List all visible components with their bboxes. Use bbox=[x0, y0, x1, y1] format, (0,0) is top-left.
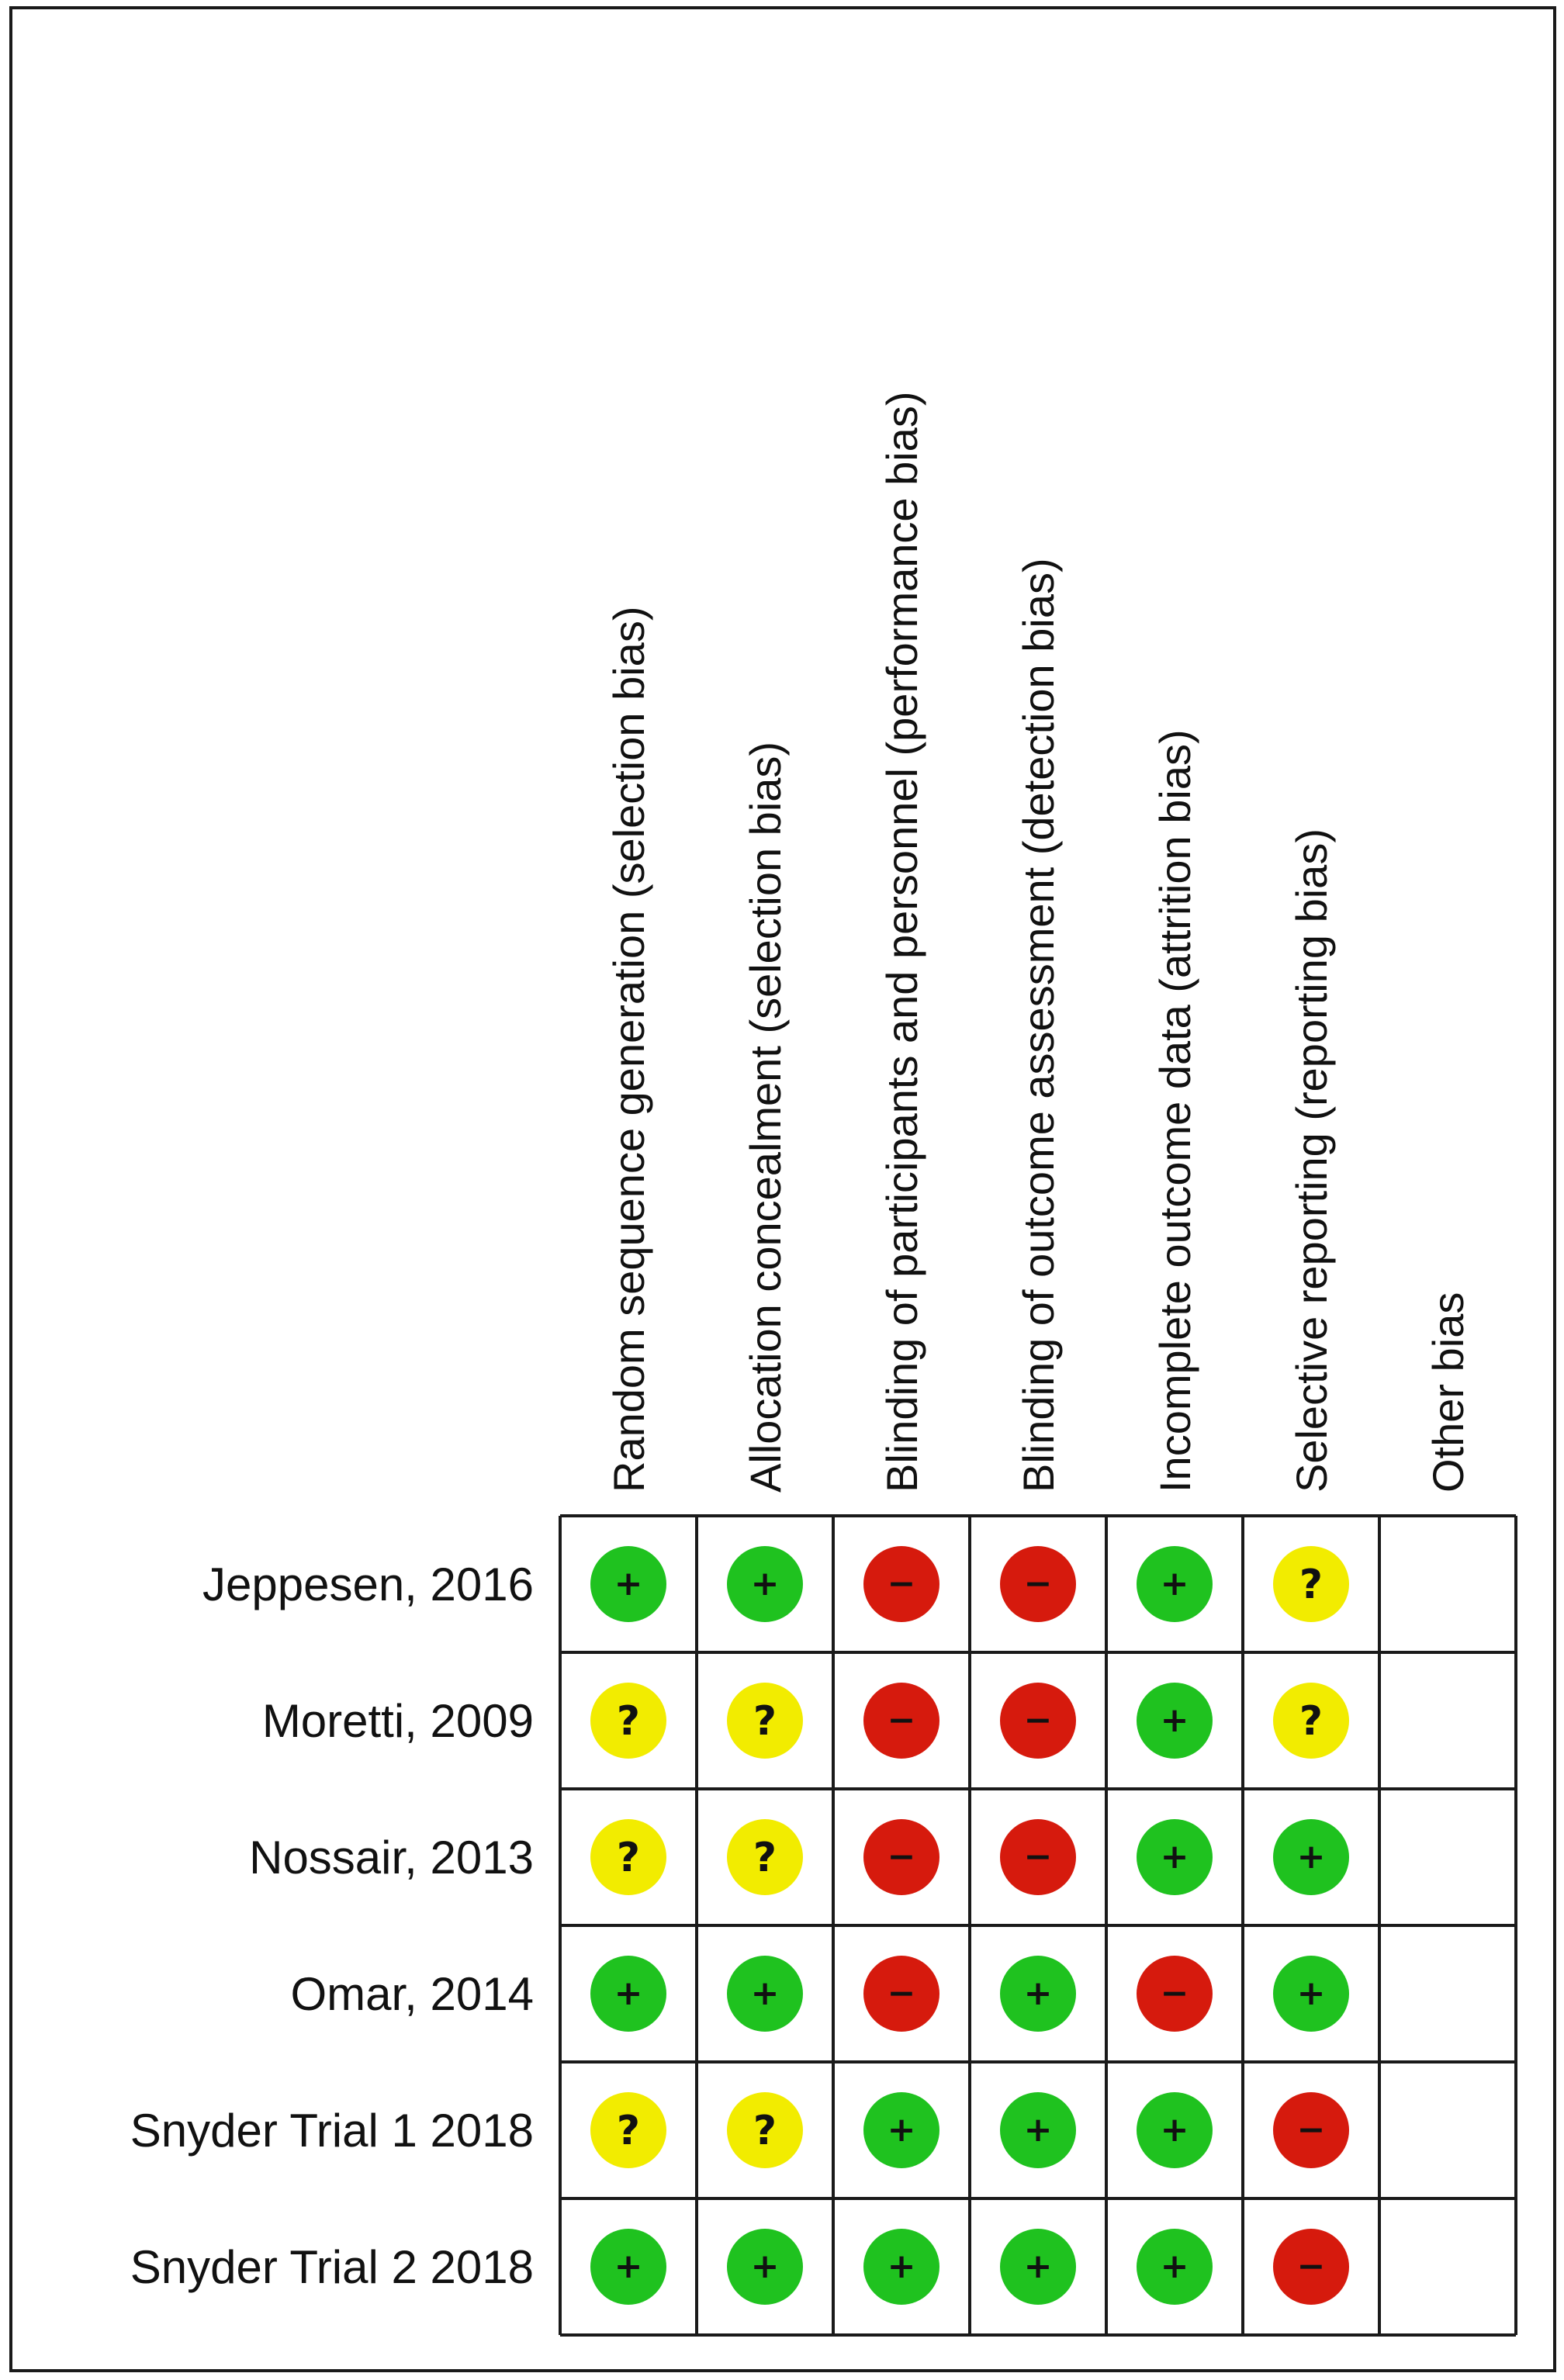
judgement-symbol: + bbox=[1296, 1974, 1326, 2013]
row-label-jeppesen-2016: Jeppesen, 2016 bbox=[202, 1558, 534, 1610]
judgement-high-jeppesen-2016-col-3 bbox=[863, 1546, 939, 1622]
judgement-symbol: ? bbox=[616, 1698, 641, 1745]
judgement-symbol: − bbox=[1160, 1974, 1189, 2013]
judgement-low-snyder-trial-2-2018-col-2 bbox=[727, 2229, 803, 2305]
judgement-low-snyder-trial-1-2018-col-3 bbox=[863, 2092, 939, 2168]
judgement-high-snyder-trial-2-2018-col-6 bbox=[1273, 2229, 1349, 2305]
judgement-symbol: + bbox=[887, 2110, 916, 2150]
judgement-symbol: + bbox=[1023, 1974, 1053, 2013]
judgement-symbol: + bbox=[1160, 1700, 1189, 1740]
judgement-symbol: + bbox=[614, 2247, 643, 2286]
judgement-unclear-snyder-trial-1-2018-col-2 bbox=[727, 2092, 803, 2168]
judgement-unclear-snyder-trial-1-2018-col-1 bbox=[590, 2092, 666, 2168]
judgement-symbol: ? bbox=[616, 1835, 641, 1881]
column-label-allocation-concealment-selection-bias: Allocation concealment (selection bias) bbox=[741, 741, 790, 1493]
judgement-symbol: − bbox=[1023, 1700, 1053, 1740]
judgement-unclear-moretti-2009-col-6 bbox=[1273, 1683, 1349, 1759]
judgement-symbol: + bbox=[1023, 2110, 1053, 2150]
judgement-symbol: + bbox=[1160, 1837, 1189, 1877]
judgement-unclear-moretti-2009-col-1 bbox=[590, 1683, 666, 1759]
judgement-symbol: ? bbox=[753, 1835, 777, 1881]
judgement-low-snyder-trial-2-2018-col-3 bbox=[863, 2229, 939, 2305]
judgement-low-jeppesen-2016-col-5 bbox=[1137, 1546, 1213, 1622]
judgement-unclear-nossair-2013-col-1 bbox=[590, 1819, 666, 1895]
column-labels bbox=[604, 392, 1472, 1493]
judgement-high-jeppesen-2016-col-4 bbox=[1000, 1546, 1076, 1622]
judgement-symbol: + bbox=[1023, 2247, 1053, 2286]
judgement-high-omar-2014-col-5 bbox=[1137, 1956, 1213, 2032]
judgement-symbol: − bbox=[887, 1974, 916, 2013]
column-label-random-sequence-generation-selection-bias: Random sequence generation (selection bias) bbox=[604, 606, 653, 1493]
row-label-nossair-2013: Nossair, 2013 bbox=[249, 1832, 534, 1884]
judgement-low-moretti-2009-col-5 bbox=[1137, 1683, 1213, 1759]
judgement-low-snyder-trial-2-2018-col-4 bbox=[1000, 2229, 1076, 2305]
judgement-high-moretti-2009-col-3 bbox=[863, 1683, 939, 1759]
judgement-symbol: − bbox=[887, 1564, 916, 1603]
column-label-incomplete-outcome-data-attrition-bias: Incomplete outcome data (attrition bias) bbox=[1151, 729, 1199, 1493]
row-label-omar-2014: Omar, 2014 bbox=[290, 1968, 534, 2020]
judgement-low-omar-2014-col-4 bbox=[1000, 1956, 1076, 2032]
row-label-snyder-trial-1-2018: Snyder Trial 1 2018 bbox=[130, 2105, 534, 2157]
judgement-symbol: ? bbox=[753, 2108, 777, 2154]
judgement-low-snyder-trial-1-2018-col-4 bbox=[1000, 2092, 1076, 2168]
judgement-symbol: ? bbox=[616, 2108, 641, 2154]
judgement-high-omar-2014-col-3 bbox=[863, 1956, 939, 2032]
judgement-high-nossair-2013-col-4 bbox=[1000, 1819, 1076, 1895]
judgement-symbol: + bbox=[1160, 1564, 1189, 1603]
judgement-symbol: ? bbox=[1299, 1562, 1324, 1608]
row-label-moretti-2009: Moretti, 2009 bbox=[261, 1695, 534, 1747]
summary-grid bbox=[560, 1516, 1516, 2335]
judgement-symbol: + bbox=[614, 1564, 643, 1603]
judgement-low-omar-2014-col-6 bbox=[1273, 1956, 1349, 2032]
column-label-selective-reporting-reporting-bias: Selective reporting (reporting bias) bbox=[1287, 829, 1336, 1493]
judgement-low-nossair-2013-col-5 bbox=[1137, 1819, 1213, 1895]
judgement-symbol: + bbox=[750, 1564, 780, 1603]
judgement-symbol: − bbox=[887, 1837, 916, 1877]
judgement-symbol: ? bbox=[753, 1698, 777, 1745]
judgement-low-jeppesen-2016-col-2 bbox=[727, 1546, 803, 1622]
judgement-symbol: ? bbox=[1299, 1698, 1324, 1745]
judgement-unclear-nossair-2013-col-2 bbox=[727, 1819, 803, 1895]
judgement-symbol: − bbox=[1023, 1564, 1053, 1603]
judgement-symbol: + bbox=[750, 1974, 780, 2013]
judgement-high-moretti-2009-col-4 bbox=[1000, 1683, 1076, 1759]
judgement-low-snyder-trial-2-2018-col-5 bbox=[1137, 2229, 1213, 2305]
judgement-symbol: − bbox=[1023, 1837, 1053, 1877]
column-label-blinding-of-participants-and-personnel-performance-bias: Blinding of participants and personnel (performance bias) bbox=[877, 391, 926, 1493]
judgement-symbol: + bbox=[614, 1974, 643, 2013]
column-label-other-bias: Other bias bbox=[1424, 1292, 1472, 1493]
judgement-symbol: − bbox=[1296, 2110, 1326, 2150]
judgement-low-nossair-2013-col-6 bbox=[1273, 1819, 1349, 1895]
judgement-high-snyder-trial-1-2018-col-6 bbox=[1273, 2092, 1349, 2168]
judgement-symbol: + bbox=[1296, 1837, 1326, 1877]
judgement-symbol: + bbox=[887, 2247, 916, 2286]
judgement-low-snyder-trial-1-2018-col-5 bbox=[1137, 2092, 1213, 2168]
judgement-unclear-moretti-2009-col-2 bbox=[727, 1683, 803, 1759]
judgement-high-nossair-2013-col-3 bbox=[863, 1819, 939, 1895]
judgement-unclear-jeppesen-2016-col-6 bbox=[1273, 1546, 1349, 1622]
judgement-symbol: + bbox=[1160, 2247, 1189, 2286]
judgement-symbol: − bbox=[887, 1700, 916, 1740]
judgement-low-snyder-trial-2-2018-col-1 bbox=[590, 2229, 666, 2305]
judgement-low-omar-2014-col-2 bbox=[727, 1956, 803, 2032]
judgement-symbol: + bbox=[750, 2247, 780, 2286]
column-label-blinding-of-outcome-assessment-detection-bias: Blinding of outcome assessment (detection bias) bbox=[1014, 558, 1063, 1493]
row-label-snyder-trial-2-2018: Snyder Trial 2 2018 bbox=[130, 2241, 534, 2293]
judgement-low-omar-2014-col-1 bbox=[590, 1956, 666, 2032]
judgement-low-jeppesen-2016-col-1 bbox=[590, 1546, 666, 1622]
judgement-symbol: − bbox=[1296, 2247, 1326, 2286]
row-labels bbox=[130, 1558, 534, 2293]
judgement-symbol: + bbox=[1160, 2110, 1189, 2150]
